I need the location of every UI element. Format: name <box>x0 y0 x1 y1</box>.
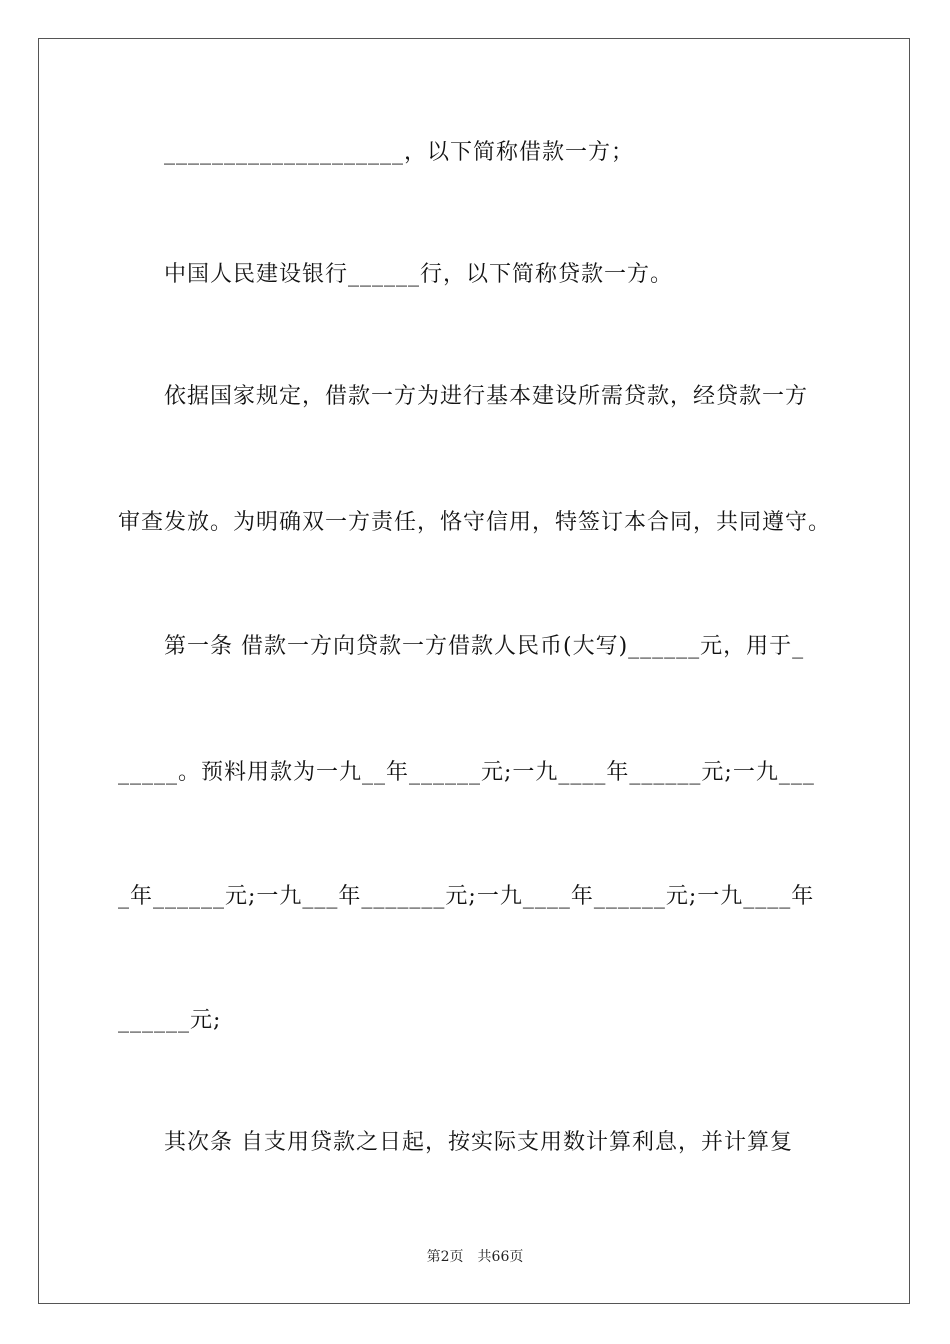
page-footer <box>0 1248 950 1266</box>
text-line-article-1-cont-2: _年______元;一九___年_______元;一九____年______元;一九____年 <box>118 884 815 909</box>
text-line-borrower: ____________________，以下简称借款一方； <box>164 140 635 165</box>
text-line-article-1: 第一条 借款一方向贷款一方借款人民币(大写)______元，用于_ <box>164 634 805 659</box>
text-line-article-1-cont-3: ______元; <box>118 1008 222 1033</box>
page-frame <box>38 38 910 1304</box>
text-line-basis-2: 审查发放。为明确双一方责任，恪守信用，特签订本合同，共同遵守。 <box>118 510 832 535</box>
text-line-article-1-cont-1: _____。预料用款为一九__年______元;一九____年______元;一九___ <box>118 760 815 785</box>
page-number: 第2页 <box>426 1249 464 1265</box>
text-line-article-2: 其次条 自支用贷款之日起，按实际支用数计算利息，并计算复 <box>164 1130 793 1155</box>
text-line-basis-1: 依据国家规定，借款一方为进行基本建设所需贷款，经贷款一方 <box>164 384 809 409</box>
text-line-lender: 中国人民建设银行______行，以下简称贷款一方。 <box>164 262 674 287</box>
total-pages: 共66页 <box>477 1249 524 1265</box>
